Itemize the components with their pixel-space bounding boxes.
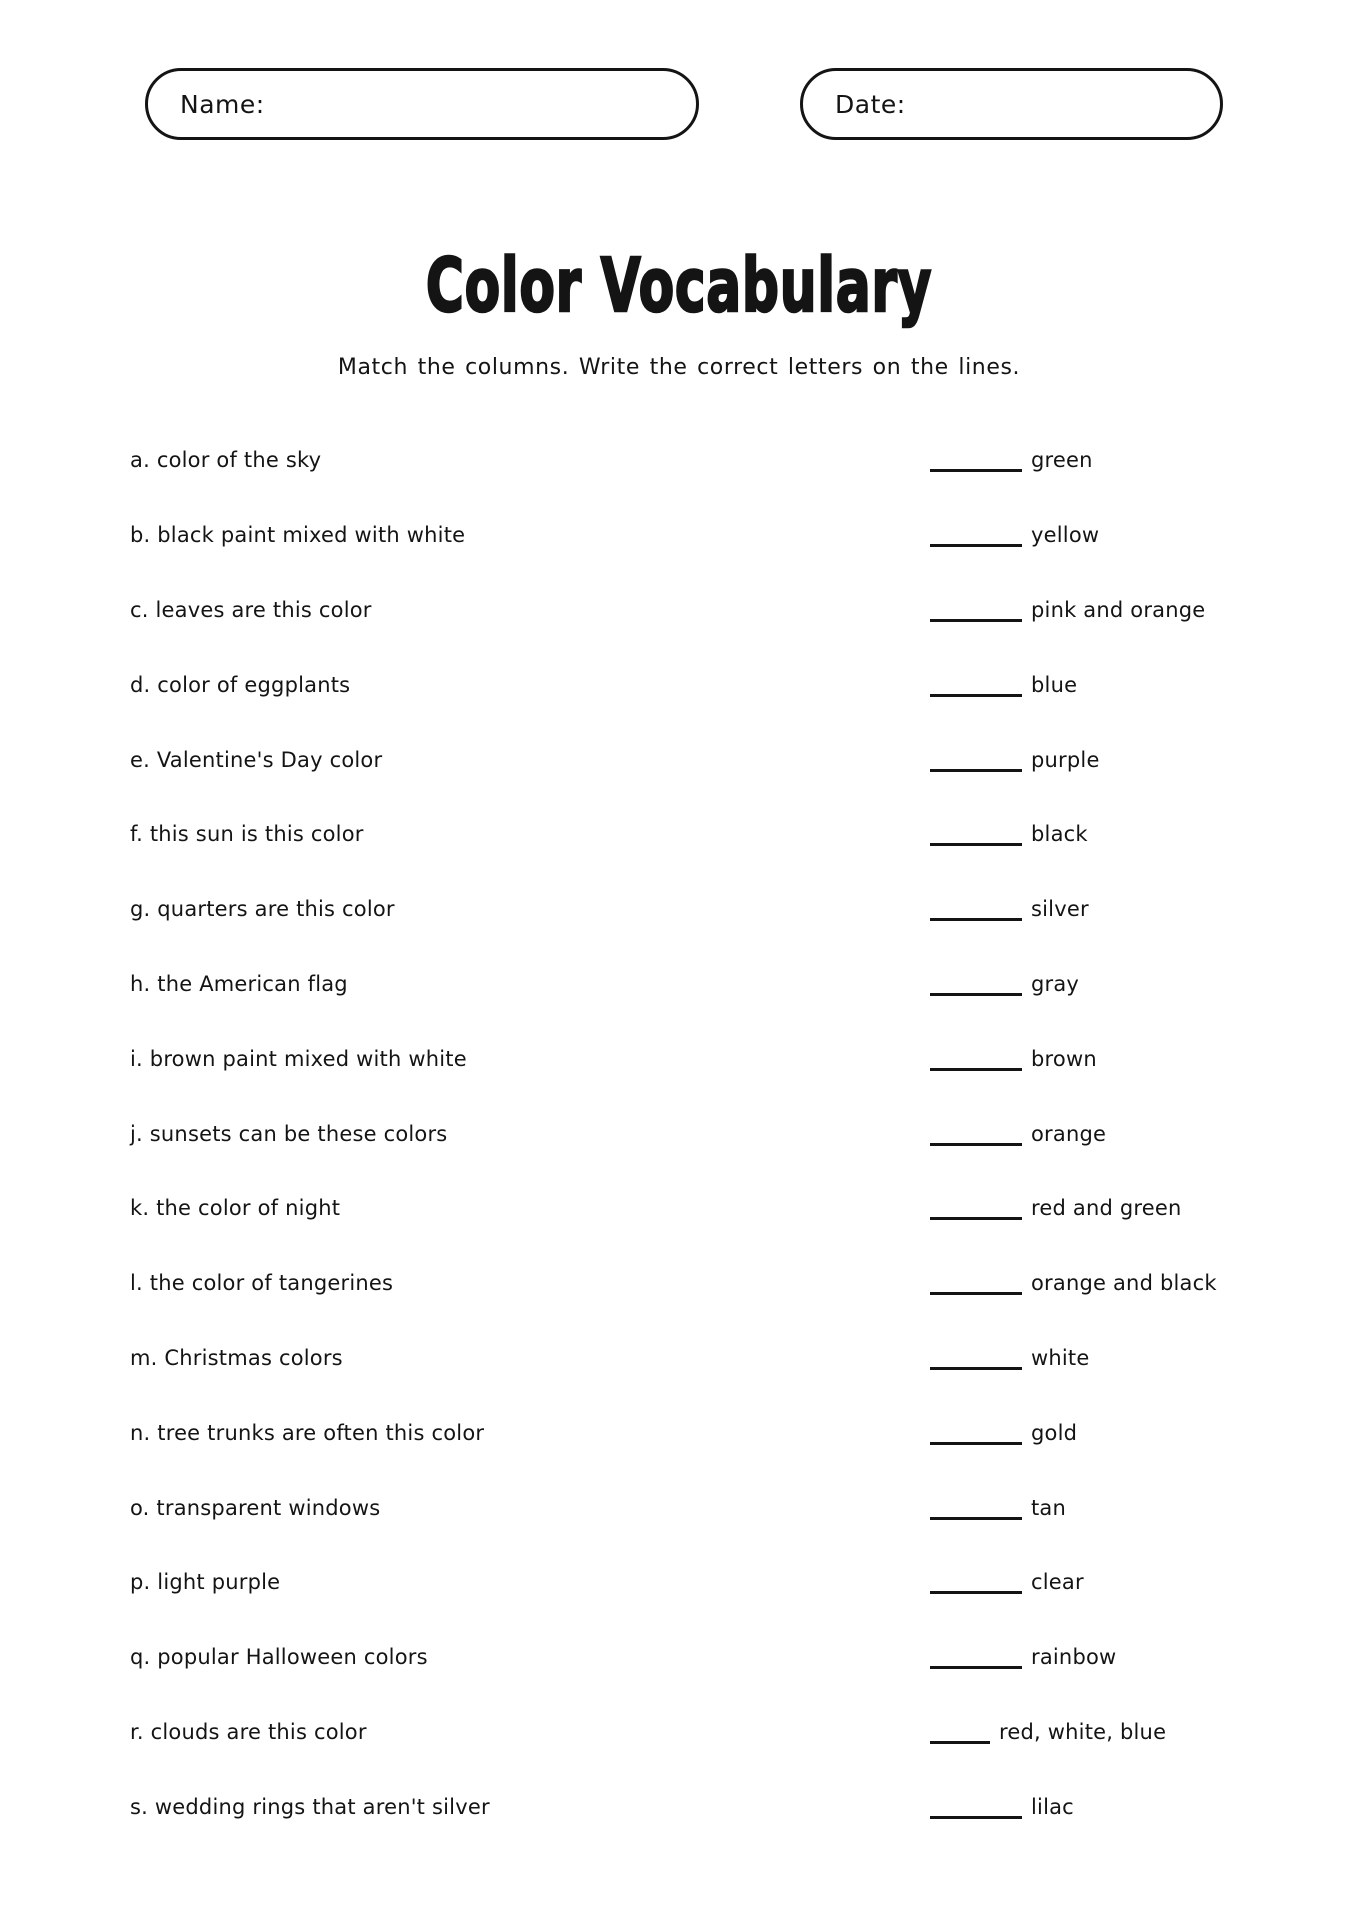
answer-cell: [930, 1421, 1077, 1445]
color-word: yellow: [1031, 523, 1100, 548]
answer-blank[interactable]: [930, 897, 1022, 921]
answer-cell: [930, 1496, 1066, 1520]
page-title: Color Vocabulary: [425, 243, 933, 329]
answer-blank[interactable]: [930, 1047, 1022, 1071]
match-row: [0, 1620, 1358, 1695]
answer-blank[interactable]: [930, 822, 1022, 846]
match-row: [0, 1695, 1358, 1770]
answer-cell: [930, 1346, 1089, 1370]
answer-blank[interactable]: [930, 673, 1022, 697]
match-row: [0, 1321, 1358, 1396]
answer-cell: [930, 673, 1077, 697]
clue-text: c. leaves are this color: [130, 597, 372, 622]
instructions-text: Match the columns. Write the correct letters on the lines.: [337, 355, 1021, 380]
clue-text: q. popular Halloween colors: [130, 1645, 428, 1670]
color-word: tan: [1031, 1495, 1067, 1520]
answer-cell: [930, 1271, 1217, 1295]
answer-blank[interactable]: [930, 448, 1022, 472]
clue-text: r. clouds are this color: [130, 1719, 367, 1744]
color-word: brown: [1031, 1046, 1097, 1071]
match-row: [0, 573, 1358, 648]
answer-cell: [930, 972, 1079, 996]
clue-text: g. quarters are this color: [130, 897, 395, 922]
answer-blank[interactable]: [930, 1421, 1022, 1445]
answer-blank[interactable]: [930, 1720, 990, 1744]
clue-text: s. wedding rings that aren't silver: [130, 1794, 490, 1819]
answer-blank[interactable]: [930, 1570, 1022, 1594]
color-word: gold: [1031, 1420, 1078, 1445]
color-word: pink and orange: [1031, 597, 1206, 622]
match-row: [0, 797, 1358, 872]
clue-text: p. light purple: [130, 1570, 281, 1595]
answer-cell: [930, 523, 1099, 547]
answer-cell: [930, 748, 1100, 772]
clue-text: o. transparent windows: [130, 1495, 381, 1520]
match-row: [0, 1470, 1358, 1545]
answer-blank[interactable]: [930, 1346, 1022, 1370]
color-word: orange: [1031, 1121, 1107, 1146]
color-word: rainbow: [1031, 1645, 1117, 1670]
answer-cell: [930, 822, 1088, 846]
match-row: [0, 1395, 1358, 1470]
clue-text: b. black paint mixed with white: [130, 523, 466, 548]
color-word: silver: [1031, 897, 1089, 922]
answer-cell: [930, 1047, 1097, 1071]
name-field[interactable]: [145, 68, 699, 140]
answer-blank[interactable]: [930, 972, 1022, 996]
match-row: [0, 722, 1358, 797]
answer-blank[interactable]: [930, 1196, 1022, 1220]
answer-cell: [930, 1196, 1182, 1220]
color-word: black: [1031, 822, 1088, 847]
match-row: [0, 647, 1358, 722]
clue-text: e. Valentine's Day color: [130, 747, 383, 772]
color-word: lilac: [1031, 1794, 1074, 1819]
clue-text: j. sunsets can be these colors: [130, 1121, 448, 1146]
color-word: red, white, blue: [999, 1719, 1167, 1744]
clue-text: i. brown paint mixed with white: [130, 1046, 467, 1071]
match-row: [0, 947, 1358, 1022]
clue-text: l. the color of tangerines: [130, 1271, 394, 1296]
answer-cell: [930, 1122, 1106, 1146]
date-label: Date:: [835, 89, 906, 119]
match-row: [0, 423, 1358, 498]
clue-text: k. the color of night: [130, 1196, 341, 1221]
date-field[interactable]: [800, 68, 1223, 140]
answer-cell: [930, 1720, 1166, 1744]
answer-blank[interactable]: [930, 1645, 1022, 1669]
match-row: [0, 1021, 1358, 1096]
color-word: red and green: [1031, 1196, 1182, 1221]
color-word: clear: [1031, 1570, 1084, 1595]
answer-blank[interactable]: [930, 1122, 1022, 1146]
matching-list: [0, 423, 1358, 1844]
color-word: orange and black: [1031, 1271, 1217, 1296]
answer-cell: [930, 897, 1089, 921]
answer-cell: [930, 598, 1205, 622]
color-word: purple: [1031, 747, 1100, 772]
answer-blank[interactable]: [930, 1795, 1022, 1819]
match-row: [0, 1246, 1358, 1321]
name-label: Name:: [180, 89, 265, 119]
clue-text: f. this sun is this color: [130, 822, 364, 847]
color-word: blue: [1031, 672, 1078, 697]
answer-cell: [930, 1795, 1074, 1819]
color-word: white: [1031, 1345, 1090, 1370]
match-row: [0, 872, 1358, 947]
answer-cell: [930, 1645, 1116, 1669]
clue-text: d. color of eggplants: [130, 672, 351, 697]
answer-blank[interactable]: [930, 523, 1022, 547]
color-word: gray: [1031, 971, 1080, 996]
clue-text: n. tree trunks are often this color: [130, 1420, 485, 1445]
match-row: [0, 498, 1358, 573]
clue-text: a. color of the sky: [130, 448, 322, 473]
answer-blank[interactable]: [930, 1496, 1022, 1520]
match-row: [0, 1171, 1358, 1246]
clue-text: h. the American flag: [130, 971, 348, 996]
match-row: [0, 1545, 1358, 1620]
answer-cell: [930, 448, 1093, 472]
answer-blank[interactable]: [930, 1271, 1022, 1295]
match-row: [0, 1096, 1358, 1171]
answer-cell: [930, 1570, 1084, 1594]
answer-blank[interactable]: [930, 748, 1022, 772]
color-word: green: [1031, 448, 1093, 473]
match-row: [0, 1769, 1358, 1844]
clue-text: m. Christmas colors: [130, 1345, 343, 1370]
answer-blank[interactable]: [930, 598, 1022, 622]
